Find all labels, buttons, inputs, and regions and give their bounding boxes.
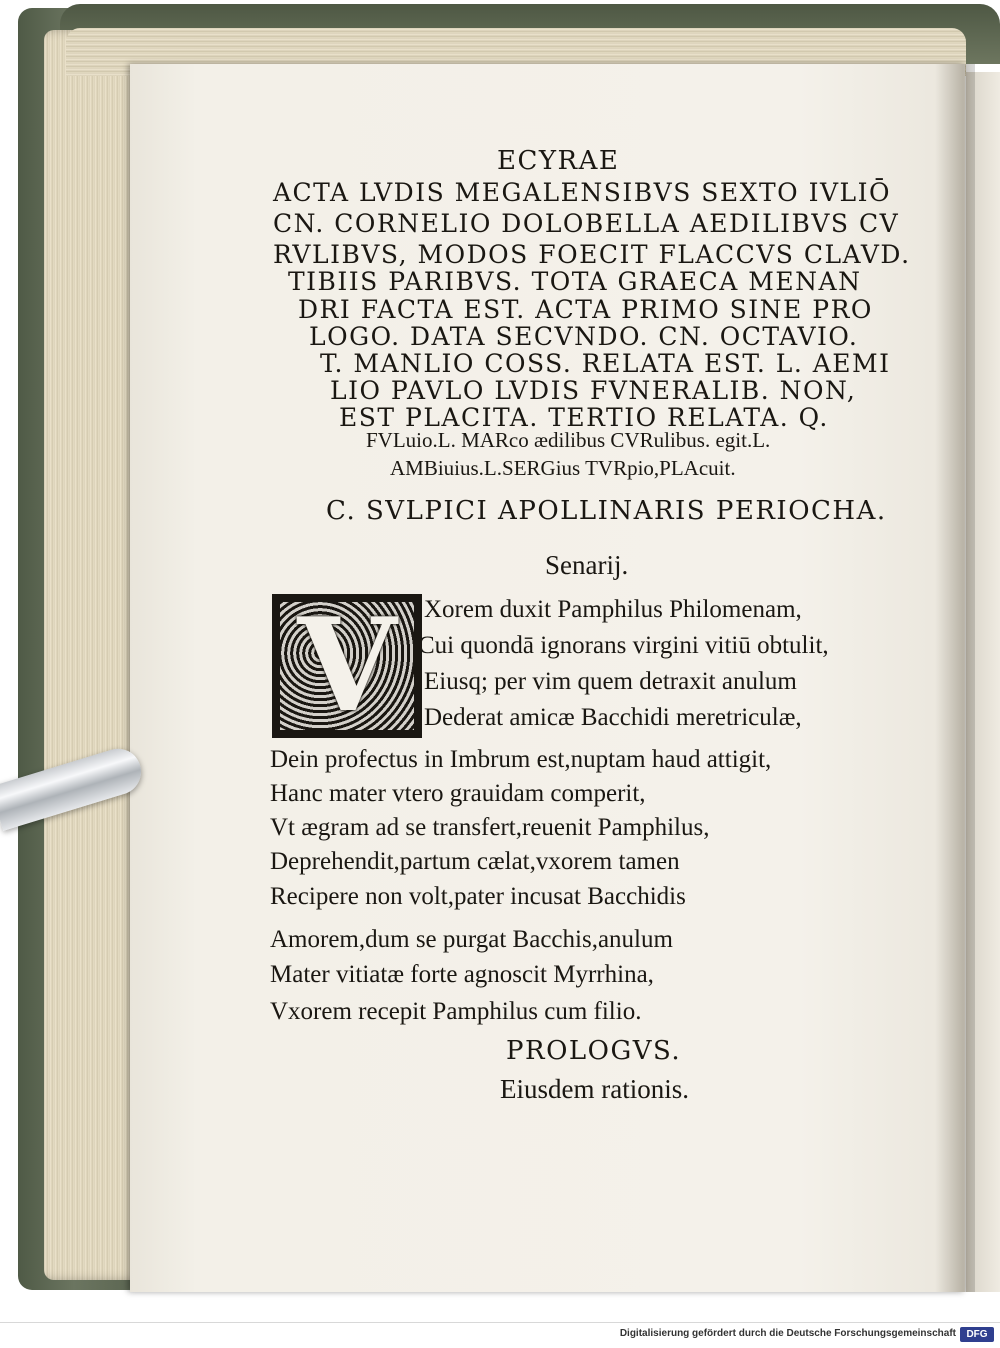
verse-line: Mater vitiatæ forte agnoscit Myrrhina, [270,961,654,988]
didascalia-line: FVLuio.L. MARco ædilibus CVRulibus. egit.L. [366,428,771,452]
verse-line: Recipere non volt,pater incusat Bacchidis [270,883,686,910]
verse-line: Eiusq; per vim quem detraxit anulum [424,668,797,695]
decorated-initial [272,591,422,741]
digitization-footer [0,1322,1000,1348]
section-heading: PROLOGVS. [506,1036,682,1066]
didascalia-line: ACTA LVDIS MEGALENSIBVS SEXTO IVLIŌ [273,178,891,207]
dfg-logo: DFG [960,1327,994,1342]
didascalia-line: RVLIBVS, MODOS FOECIT FLACCVS CLAVD. [273,240,911,269]
verse-line: Dein profectus in Imbrum est,nuptam haud attigit, [270,746,772,773]
meter-label: Senarij. [545,550,629,580]
didascalia-line: AMBiuius.L.SERGius TVRpio,PLAcuit. [390,456,736,480]
didascalia-line: T. MANLIO COSS. RELATA EST. L. AEMI [320,349,891,378]
verse-line: Deprehendit,partum cælat,vxorem tamen [270,848,680,875]
didascalia-line: CN. CORNELIO DOLOBELLA AEDILIBVS CV [273,209,900,238]
verse-line: Vt ægram ad se transfert,reuenit Pamphilus, [270,814,710,841]
verse-line: Xorem duxit Pamphilus Philomenam, [424,596,802,623]
page-header: ECYRAE [497,146,620,176]
verse-line: Hanc mater vtero grauidam comperit, [270,780,646,807]
periocha-title: C. SVLPICI APOLLINARIS PERIOCHA. [326,496,887,526]
verse-line: Dederat amicæ Bacchidi meretriculæ, [424,704,802,731]
didascalia-line: LOGO. DATA SECVNDO. CN. OCTAVIO. [309,322,859,351]
verse-line: Vxorem recepit Pamphilus cum filio. [270,998,642,1025]
page-fore-edge [44,30,144,1280]
didascalia-line: DRI FACTA EST. ACTA PRIMO SINE PRO [298,295,873,324]
verse-line: Cui quondā ignorans virgini vitiū obtulit, [418,632,829,659]
subsection-heading: Eiusdem rationis. [500,1074,689,1104]
didascalia-line: LIO PAVLO LVDIS FVNERALIB. NON, [330,376,857,405]
didascalia-line: EST PLACITA. TERTIO RELATA. Q. [339,403,829,432]
verse-line: Amorem,dum se purgat Bacchis,anulum [270,926,673,953]
initial-letter: V [297,591,397,741]
didascalia-line: TIBIIS PARIBVS. TOTA GRAECA MENAN [288,267,862,296]
footer-credit: Digitalisierung gefördert durch die Deutsche Forschungsgemeinschaft [619,1328,956,1339]
